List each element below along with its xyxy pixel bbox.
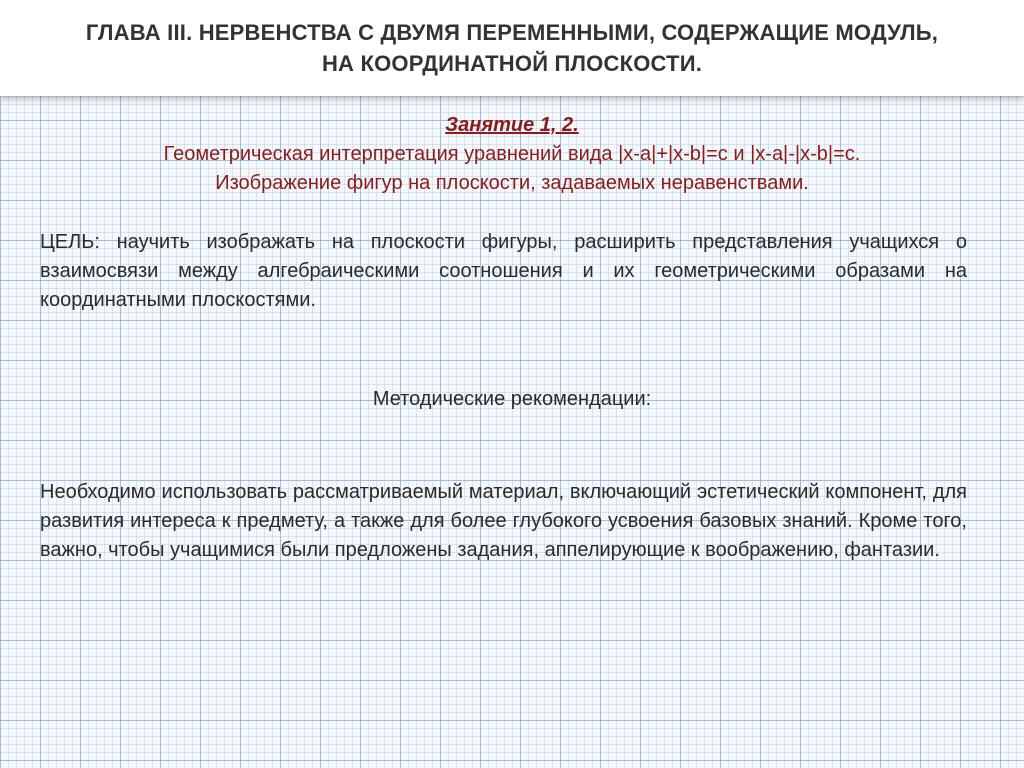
lesson-title: Занятие 1, 2. [445,114,579,136]
goal-paragraph: ЦЕЛЬ: научить изображать на плоскости фигуры, расширить представления учащихся о взаимосвязи между алгебраическими соотношения и их геометрическими образами на координатными плоскостями. [40,231,967,311]
methodical-heading: Методические рекомендации: [372,388,652,410]
chapter-title-line2: НА КООРДИНАТНОЙ ПЛОСКОСТИ. [321,51,703,76]
lesson-block [30,111,994,198]
recommendation-paragraph: Необходимо использовать рассматриваемый материал, включающий эстетический компонент, для развития интереса к предмету, а также для более глубокого усвоения базовых знаний. Кроме того, важно, чтобы учащимися были предложены задания, аппелирующие к воображению, фантазии. [40,481,967,561]
chapter-title-line1: ГЛАВА III. НЕРВЕНСТВА С ДВУМЯ ПЕРЕМЕННЫМИ, СОДЕРЖАЩИЕ МОДУЛЬ, [85,20,939,45]
lesson-topic-line2: Изображение фигур на плоскости, задаваемых неравенствами. [215,172,809,194]
chapter-title [66,17,958,79]
lesson-topic-line1: Геометрическая интерпретация уравнений вида |x-a|+|x-b|=c и |x-a|-|x-b|=c. [163,143,861,165]
slide-header [0,0,1024,96]
